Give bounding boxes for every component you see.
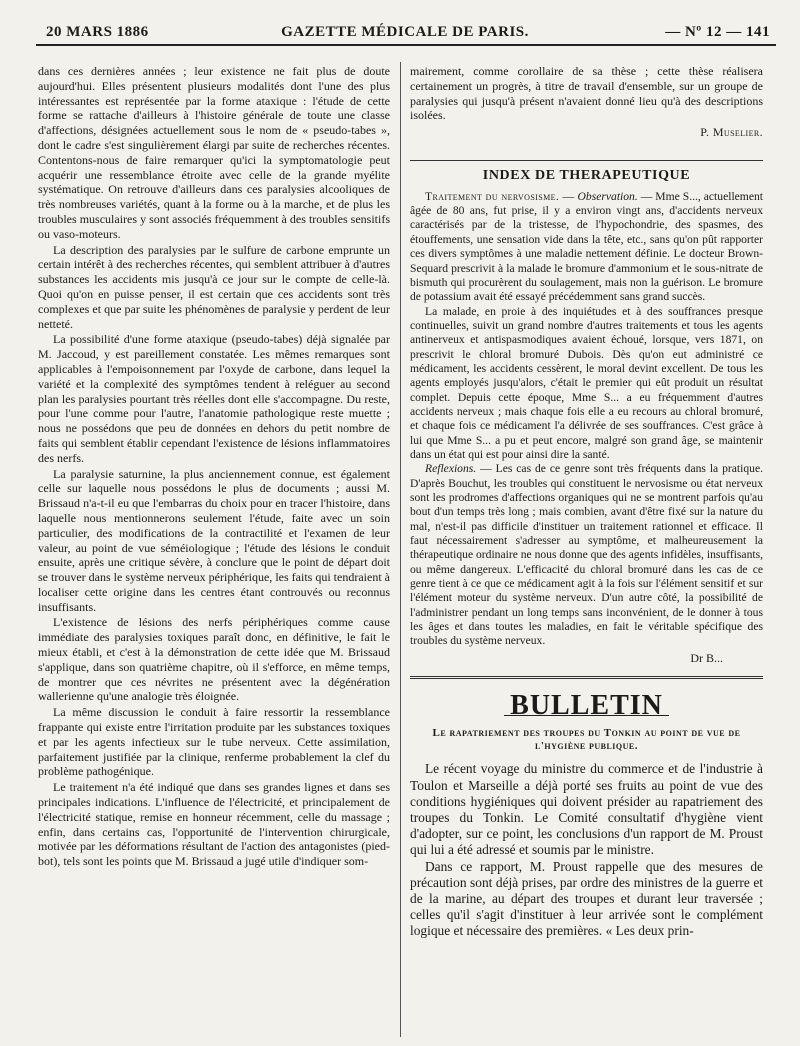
header-journal-title: GAZETTE MÉDICALE DE PARIS. xyxy=(281,24,529,40)
header-rule xyxy=(36,44,776,46)
section-rule xyxy=(410,160,763,161)
paragraph: L'existence de lésions des nerfs périphériques comme cause immédiate des paralysies toxiques paraît donc, en définitive, le fait le mieux établi, et c'est à la démonstration de cette idée que M. Brissaud s'applique, dans son quatrième chapitre, où il s'efforce, en même temps, de montrer que ces névrites ne présentent avec la dégénération wallerienne qu'une analogie très éloignée. xyxy=(38,615,390,704)
paragraph: La même discussion le conduit à faire ressortir la ressemblance frappante qui existe entre l'irritation produite par les substances toxiques et par les agents infectieux sur le tube nerveux. Cette assimilation, parfaitement justifiée par la clinique, renferme probablement la clef du problème pathogénique. xyxy=(38,705,390,779)
reflexions-label: Reflexions. xyxy=(425,462,477,476)
reflexions-text: — Les cas de ce genre sont très fréquents dans la pratique. D'après Bouchut, les troubles qui constituent le nervosisme ou état nerveux sont les prodromes d'affections organiques qui ne se montrent parfois qu'au bout d'un temps très long ; mais combien, avant d'être fixé sur la nature du mal, n'est-il pas difficile d'instituer un traitement rationnel et efficace. Il faut nécessairement s'adresser au symptôme, et malheureusement la thérapeutique ordinaire ne nous donne que des agents infidèles, insuffisants, ou même dangereux. L'efficacité du chloral bromuré dans les cas de ce genre tient à ce que ce médicament agit à la fois sur l'élément sensitif et sur l'élément moteur du système nerveux. D'un autre côté, la possibilité de l'administrer pendant un long temps sans inconvénient, de le donner à tous les âges et dans toutes les maladies, en fait le véritable spécifique des troubles du système nerveux. xyxy=(410,462,763,648)
header-page-number: — Nº 12 — 141 xyxy=(665,24,770,40)
observation-text: — Mme S..., actuellement âgée de 80 ans, fut prise, il y a environ vingt ans, d'accidents nerveux caractérisés par de la tristesse, de l'hypochondrie, des spasmes, des étouffements, une sensation vide dans la tête, etc., sans qu'on pût rapporter ces divers symptômes à une maladie nettement définie. Le docteur Brown-Sequard prescrivit à la malade le bromure d'ammonium et le sous-nitrate de bismuth qui procurèrent du soulagement, mais non la guérison. Le bromure de potassium avait été essayé précédemment sans grand succès. xyxy=(410,189,763,304)
paragraph: La possibilité d'une forme ataxique (pseudo-tabes) déjà signalée par M. Jaccoud, y est pareillement constatée. Les mêmes remarques sont applicables à l'empoisonnement par l'oxyde de carbone, dans lequel la variété et la complexité des symptômes tendent à reléguer au second plan les paralysies pourtant très réelles dont elle s'accompagne. Du reste, pour l'une comme pour l'autre, l'anatomie pathologique reste muette ; nous ne possédons que peu de données en dehors du petit nombre de faits qui semblent établir cependant l'existence de lésions inflammatoires des nerfs. xyxy=(38,332,390,465)
bulletin-heading xyxy=(410,689,763,721)
paragraph: La paralysie saturnine, la plus anciennement connue, est également celle sur laquelle nous possédons le plus de documents ; aussi M. Brissaud n'a-t-il eu que l'embarras du choix pour en tracer l'histoire, dans laquelle nous mentionnerons seulement l'étude, faite avec un soin particulier, des modifications de la contractilité et l'examen de leur valeur, au point de vue séméiologique ; l'étude des lésions le conduit ensuite, après une critique sévère, à conclure que le point de départ doit se trouver dans le système nerveux périphérique, les faits qui tendraient à localiser cette origine dans les centres étant controuvés ou reconnus insuffisants. xyxy=(38,466,390,614)
left-column xyxy=(38,64,390,870)
index-signature: Dr B... xyxy=(690,650,723,665)
reflexions-paragraph xyxy=(410,462,763,648)
page-header xyxy=(40,24,770,44)
section-rule-double xyxy=(410,676,763,679)
review-signature: P. Muselier. xyxy=(700,125,763,140)
paragraph: dans ces dernières années ; leur existence ne fait plus de doute aujourd'hui. Elles présentent plusieurs modalités dont l'une des plus intéressantes est représentée par la forme ataxique : l'étude de cette forme se rattache d'ailleurs à l'histoire générale de toute une classe d'affections, désignées actuellement sous le nom de « pseudo-tabes », dont le cadre s'est singulièrement élargi par suite de recherches récentes. Contentons-nous de faire remarquer qu'ici la symptomatologie peut acquérir une ressemblance étroite avec celle de la grande myélite systématique. On retrouve d'ailleurs dans ces paralysies alcooliques de très nombreuses variétés, quant à la forme ou à la marche, et de plus les troubles musculaires y sont associés fréquemment à des troubles sensitifs ou vaso-moteurs. xyxy=(38,64,390,241)
paragraph: La description des paralysies par le sulfure de carbone emprunte un certain intérêt à des recherches récentes, qui semblent attribuer à d'autres substances les accidents mis jusqu'à ce jour sur le compte de celle-là. Quoi qu'on en puisse penser, il est certain que ces accidents sont très complexes et que par suite les phénomènes de paralysie y perdent de leur netteté. xyxy=(38,242,390,331)
paragraph: Le traitement n'a été indiqué que dans ses grandes lignes et dans ses principales indications. L'influence de l'électricité, et principalement de l'électricité statique, remise en honneur récemment, celle du massage ; enfin, dans certains cas, l'opportunité de l'intervention chirurgicale, motivée par les déformations résultant de l'action des antagonistes (pied-bot), tels sont les points que M. Brissaud a jugé utile d'indiquer som- xyxy=(38,780,390,869)
right-column xyxy=(410,64,763,940)
index-title: INDEX DE THERAPEUTIQUE xyxy=(482,167,691,183)
bulletin-title: BULLETIN xyxy=(504,699,669,717)
column-divider xyxy=(400,62,401,1037)
header-date: 20 MARS 1886 xyxy=(46,24,149,40)
observation-lead: Traitement du nervosisme. — xyxy=(425,189,575,203)
bulletin-paragraph: Le récent voyage du ministre du commerce et de l'industrie à Toulon et Marseille a déjà porté ses fruits au point de vue des conditions hygiéniques qui doivent présider au rapatriement des troupes du Tonkin. Le Comité consultatif d'hygiène vient d'adopter, sur ce point, les conclusions d'un rapport de M. Proust qui lui a été adressé et soumis par le ministre. xyxy=(410,761,763,858)
bulletin-subtitle: Le rapatriement des troupes du Tonkin au point de vue de l'hygiène publique. xyxy=(432,727,741,753)
bulletin-paragraph-2: Dans ce rapport, M. Proust rappelle que des mesures de précaution sont déjà prises, par ordre des ministres de la guerre et de la marine, au départ des troupes et durant leur traversée ; celles qu'il s'agit d'instituer à leur arrivée sont le complément logique et nécessaire des premières. « Les deux prin- xyxy=(410,858,763,939)
observation-label: Observation. xyxy=(577,189,638,203)
observation-paragraph-2: La malade, en proie à des inquiétudes et à des souffrances presque continuelles, suivit un grand nombre d'autres traitements et tous les agents antinerveux et antispasmodiques avaient échoué, lorsque, vers 1871, on prescrivit le chloral bromuré Dubois. Dès qu'on eut administré ce médicament, les accidents cessèrent, le moral devint excellent. De tous les agents employés jusqu'alors, c'était le premier qui eût produit un résultat complet. Depuis cette époque, Mme S... a eu fréquemment d'autres accidents nerveux ; mais chaque fois elle a eu recours au chloral bromuré, et chaque fois ce médicament l'a délivrée de ses souffrances. C'est grâce à lui que Mme S... a pu et peut encore, malgré son grand âge, se maintenir dans un état qui est pour ainsi dire la santé. xyxy=(410,304,763,461)
review-continuation: mairement, comme corollaire de sa thèse ; cette thèse réalisera certainement un progrès, à titre de travail d'ensemble, sur un groupe de paralysies qui jusqu'à présent n'avaient donné lieu qu'à des descriptions isolées. xyxy=(410,64,763,123)
observation-paragraph xyxy=(410,190,763,305)
